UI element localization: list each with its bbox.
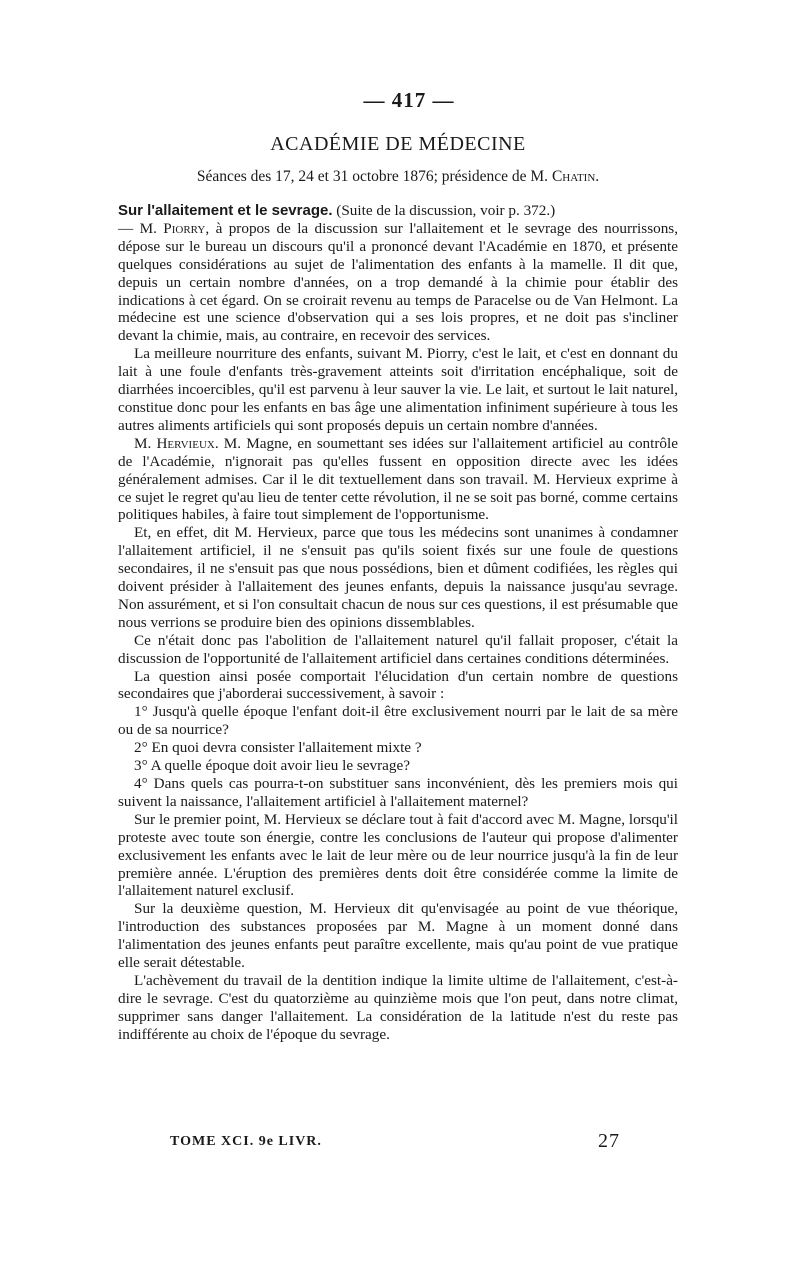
subject-line [118,202,678,220]
paragraph: Ce n'était donc pas l'abolition de l'allaitement naturel qu'il fallait proposer, c'était la discussion de l'opportunité de l'allaitement artificiel dans certaines conditions déterminées. [118,631,678,667]
session-text: Séances des 17, 24 et 31 octobre 1876; présidence de M. [196,168,552,185]
president-name: Chatin [551,168,596,185]
document-page [118,88,678,1044]
paragraph: M. Hervieux. M. Magne, en soumettant ses idées sur l'allaitement artificiel au contrôle de l'Académie, n'ignorait pas qu'elles fussent en opposition directe avec les idées généralement admises. Car il le dit textuellement dans son travail. M. Hervieux exprime à ce sujet le regret qu'au lieu de tenter cette révolution, il ne se soit pas borné, comme certains politiques habiles, à faire tout simplement de l'opportunisme. [118,434,678,524]
list-item: 3° A quelle époque doit avoir lieu le sevrage? [134,757,410,775]
article-body [118,202,678,1044]
signature-mark: 27 [598,1130,620,1152]
speaker-name: Hervieux [156,434,215,452]
list-item: 1° Jusqu'à quelle époque l'enfant doit-il être exclusivement nourri par le lait de sa mère ou de sa nourrice? [118,703,678,739]
paragraph: Et, en effet, dit M. Hervieux, parce que tous les médecins sont unanimes à condamner l'allaitement artificiel, il ne s'ensuit pas qu'ils soient fixés sur une foule de questions secondaires, il ne s'ensuit pas que nous possédions, bien et dûment codifiées, les règles qui doivent présider à l'allaitement des jeunes enfants, depuis la naissance jusqu'au sevrage. Non assurément, et si l'on consultait chacun de nous sur ces questions, il est présumable que nous verrions se produire bien des opinions dissemblables. [118,524,678,631]
page-number: — 417 — [363,88,455,112]
subject-note: (Suite de la discussion, voir p. 372.) [332,202,556,219]
section-title: ACADÉMIE DE MÉDECINE [270,133,526,155]
paragraph: La question ainsi posée comportait l'élucidation d'un certain nombre de questions secondaires que j'aborderai successivement, à savoir : [118,667,678,703]
volume-info: TOME XCI. 9e LIVR. [170,1134,322,1149]
paragraph: La meilleure nourriture des enfants, suivant M. Piorry, c'est le lait, et c'est en donnant du lait à une foule d'enfants très-gravement atteints soit d'irritation encéphalique, soit de diarrhées incoercibles, qu'il est parvenu à leur sauver la vie. Le lait, et surtout le lait naturel, constitue donc pour les enfants en bas âge une alimentation infiniment supérieure à tous les autres aliments artificiels qui sont proposés depuis un certain nombre d'années. [118,345,678,434]
paragraph: Sur la deuxième question, M. Hervieux dit qu'envisagée au point de vue théorique, l'introduction des substances proposées par M. Magne à un moment donné dans l'alimentation des jeunes enfants peut paraître excellente, mais qu'au point de vue pratique elle serait détestable. [118,900,678,972]
paragraph: L'achèvement du travail de la dentition indique la limite ultime de l'allaitement, c'est-à-dire le sevrage. C'est du quatorzième au quinzième mois que l'on peut, dans notre climat, supprimer sans danger l'allaitement. La considération de la latitude n'est du reste pas indifférente au choix de l'époque du sevrage. [118,971,678,1043]
speaker-name: Piorry [163,219,206,237]
list-item: 4° Dans quels cas pourra-t-on substituer sans inconvénient, dès les premiers mois qui suivent la naissance, l'allaitement artificiel à l'allaitement maternel? [118,775,678,810]
page-footer [170,1130,630,1152]
list-item: 2° En quoi devra consister l'allaitement mixte ? [134,739,422,757]
subject-heading: Sur l'allaitement et le sevrage. [118,202,333,219]
paragraph: Sur le premier point, M. Hervieux se déclare tout à fait d'accord avec M. Magne, lorsqu'il proteste avec toute son énergie, contre les conclusions de l'auteur qui propose d'alimenter exclusivement les enfants avec le lait de leur mère ou de leur nourrice jusqu'à la fin de leur première année. L'éruption des premières dents doit être considérée comme la limite de l'allaitement naturel exclusif. [118,810,678,900]
session-line [118,168,678,186]
paragraph: — M. Piorry, à propos de la discussion sur l'allaitement et le sevrage des nourrissons, dépose sur le bureau un discours qu'il a prononcé devant l'Académie en 1870, et présente quelques considérations au sujet de l'alimentation des enfants à la mamelle. Il dit que, depuis un certain nombre d'années, on a trop demandé à la chimie pour établir des indications à cet égard. On se croirait revenu au temps de Paracelse ou de Van Helmont. La médecine est une science d'observation qui a ses lois propres, et ne doit pas s'incliner devant la chimie, mais, au contraire, en recevoir des services. [118,219,678,345]
session-suffix: . [595,168,600,185]
